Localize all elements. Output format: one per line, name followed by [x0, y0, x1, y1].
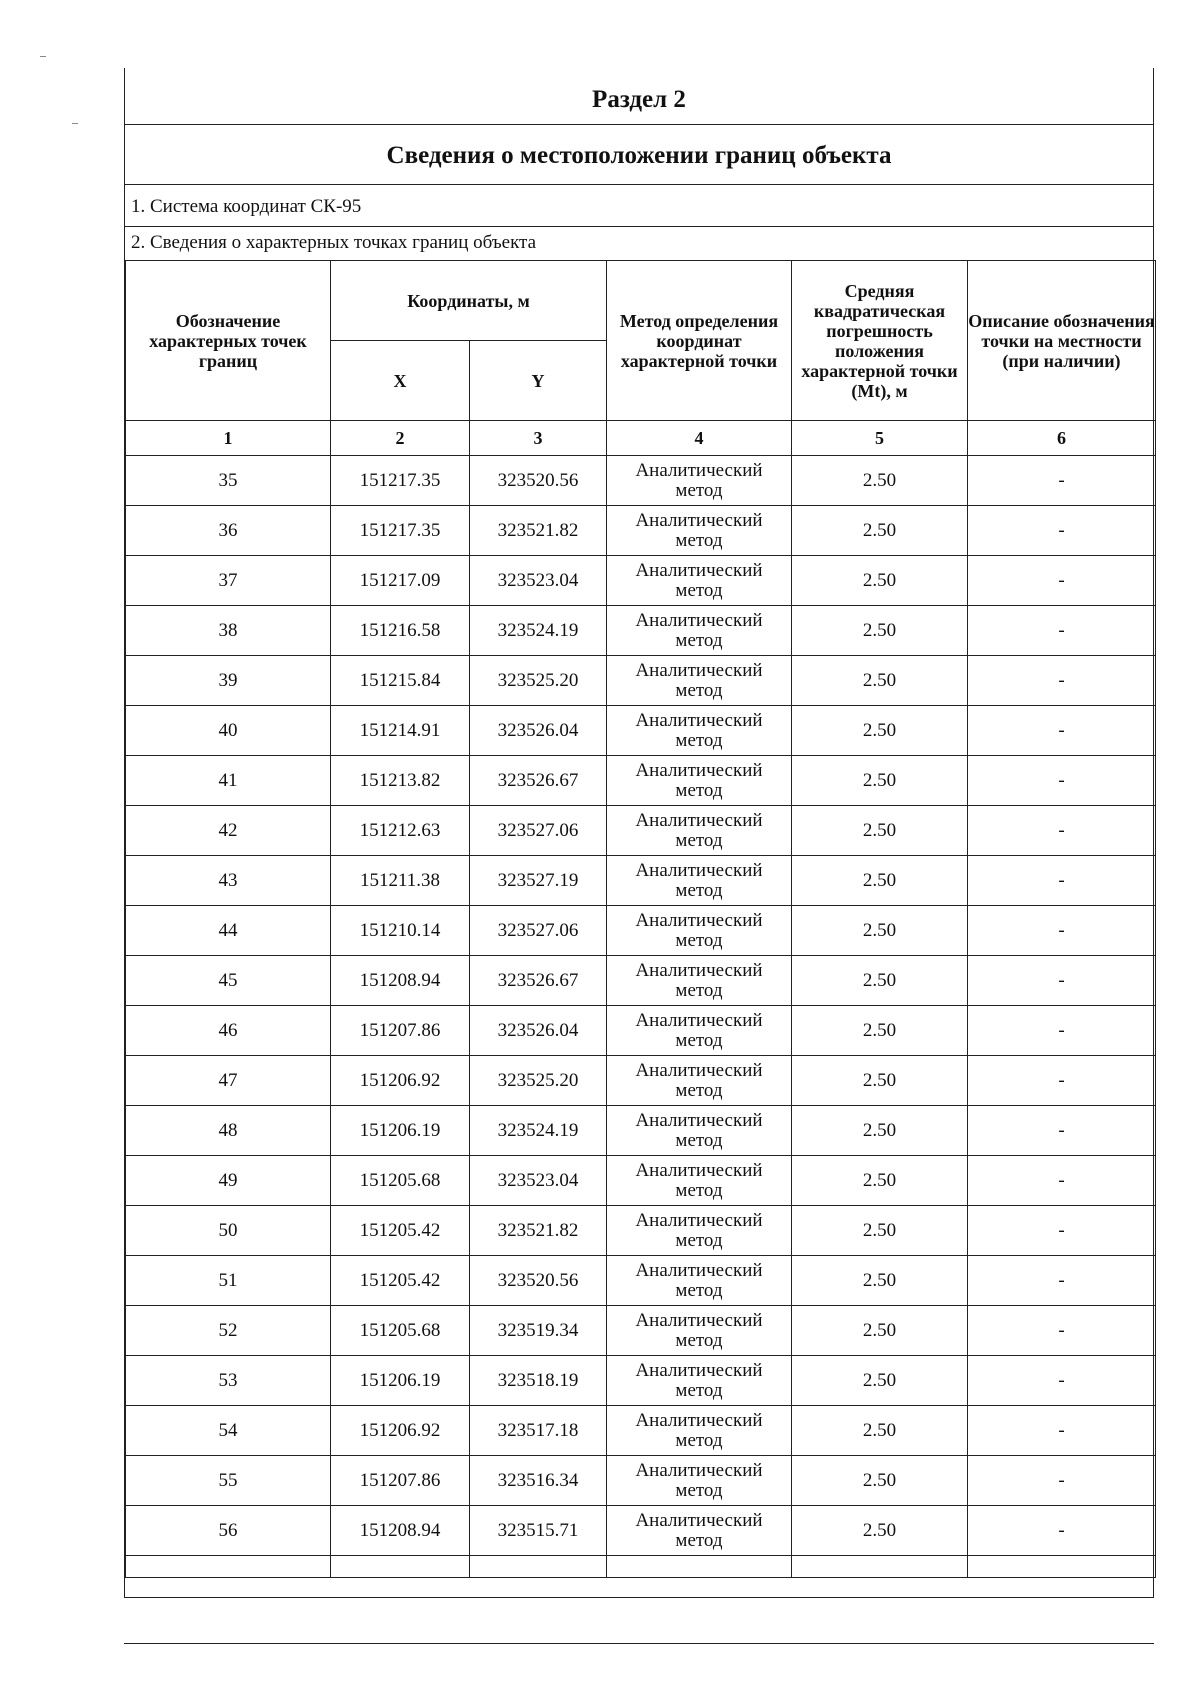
method-line: Аналитический [635, 1359, 763, 1381]
y-coordinate: 323519.34 [470, 1306, 607, 1356]
y-coordinate: 323527.06 [470, 806, 607, 856]
column-number: 1 [126, 421, 331, 456]
x-coordinate: 151211.38 [331, 856, 470, 906]
x-coordinate: 151208.94 [331, 1506, 470, 1556]
method-line: метод [675, 929, 723, 951]
method-line: метод [675, 729, 723, 751]
description-value: - [968, 1156, 1156, 1206]
column-number: 6 [968, 421, 1156, 456]
point-number: 53 [126, 1356, 331, 1406]
error-value: 2.50 [792, 606, 968, 656]
method-line: метод [675, 1229, 723, 1251]
method-value [607, 1256, 792, 1306]
error-value: 2.50 [792, 1306, 968, 1356]
y-coordinate: 323515.71 [470, 1506, 607, 1556]
description-value: - [968, 756, 1156, 806]
method-line: метод [675, 1079, 723, 1101]
method-value [607, 556, 792, 606]
table-row [126, 756, 1156, 806]
x-coordinate: 151217.35 [331, 506, 470, 556]
x-coordinate: 151215.84 [331, 656, 470, 706]
table-row [126, 456, 1156, 506]
method-line: Аналитический [635, 709, 763, 731]
y-coordinate: 323526.04 [470, 1006, 607, 1056]
scan-mark [40, 56, 46, 57]
point-number: 51 [126, 1256, 331, 1306]
description-value: - [968, 1406, 1156, 1456]
y-coordinate: 323520.56 [470, 456, 607, 506]
divider [125, 124, 1153, 125]
error-value: 2.50 [792, 456, 968, 506]
table-row [126, 1156, 1156, 1206]
error-value: 2.50 [792, 706, 968, 756]
method-line: Аналитический [635, 859, 763, 881]
error-value: 2.50 [792, 656, 968, 706]
method-value [607, 1056, 792, 1106]
method-value [607, 1306, 792, 1356]
y-coordinate: 323517.18 [470, 1406, 607, 1456]
method-line: Аналитический [635, 1309, 763, 1331]
header-coordinates: Координаты, м [331, 261, 607, 341]
point-number: 44 [126, 906, 331, 956]
description-value: - [968, 906, 1156, 956]
method-line: Аналитический [635, 509, 763, 531]
error-value: 2.50 [792, 1106, 968, 1156]
method-line: метод [675, 1529, 723, 1551]
description-value: - [968, 656, 1156, 706]
y-coordinate: 323526.67 [470, 756, 607, 806]
header-error: Средняя квадратическая погрешность положения характерной точки (Mt), м [792, 261, 968, 421]
document-frame [124, 68, 1154, 1598]
description-value: - [968, 1506, 1156, 1556]
x-coordinate: 151205.42 [331, 1206, 470, 1256]
error-value: 2.50 [792, 506, 968, 556]
method-value [607, 1456, 792, 1506]
table-row [126, 1206, 1156, 1256]
table-row [126, 1406, 1156, 1456]
method-line: Аналитический [635, 1409, 763, 1431]
point-number: 48 [126, 1106, 331, 1156]
x-coordinate: 151207.86 [331, 1006, 470, 1056]
y-coordinate: 323526.67 [470, 956, 607, 1006]
description-value: - [968, 1356, 1156, 1406]
y-coordinate: 323521.82 [470, 1206, 607, 1256]
column-number: 4 [607, 421, 792, 456]
method-line: Аналитический [635, 1509, 763, 1531]
y-coordinate: 323521.82 [470, 506, 607, 556]
table-row [126, 556, 1156, 606]
method-line: Аналитический [635, 759, 763, 781]
method-line: Аналитический [635, 1109, 763, 1131]
y-coordinate: 323516.34 [470, 1456, 607, 1506]
point-number: 54 [126, 1406, 331, 1456]
error-value: 2.50 [792, 756, 968, 806]
error-value: 2.50 [792, 1506, 968, 1556]
method-value [607, 656, 792, 706]
x-coordinate: 151213.82 [331, 756, 470, 806]
method-line: Аналитический [635, 1159, 763, 1181]
method-line: метод [675, 1279, 723, 1301]
point-number: 50 [126, 1206, 331, 1256]
points-heading: 2. Сведения о характерных точках границ объекта [131, 232, 537, 253]
method-line: Аналитический [635, 659, 763, 681]
coordinate-system: 1. Система координат СК-95 [131, 196, 362, 217]
x-coordinate: 151206.92 [331, 1406, 470, 1456]
point-number: 43 [126, 856, 331, 906]
method-line: метод [675, 1179, 723, 1201]
method-value [607, 806, 792, 856]
x-coordinate: 151217.09 [331, 556, 470, 606]
header-y: Y [470, 341, 607, 421]
method-line: метод [675, 1379, 723, 1401]
point-number: 46 [126, 1006, 331, 1056]
point-number: 39 [126, 656, 331, 706]
x-coordinate: 151205.42 [331, 1256, 470, 1306]
description-value: - [968, 806, 1156, 856]
table-row [126, 506, 1156, 556]
table-row [126, 656, 1156, 706]
x-coordinate: 151206.19 [331, 1356, 470, 1406]
column-number: 5 [792, 421, 968, 456]
point-number: 40 [126, 706, 331, 756]
method-line: метод [675, 1329, 723, 1351]
point-number: 52 [126, 1306, 331, 1356]
description-value: - [968, 1256, 1156, 1306]
x-coordinate: 151212.63 [331, 806, 470, 856]
method-value [607, 1206, 792, 1256]
table-row [126, 856, 1156, 906]
method-line: метод [675, 979, 723, 1001]
x-coordinate: 151217.35 [331, 456, 470, 506]
table-row [126, 1106, 1156, 1156]
description-value: - [968, 506, 1156, 556]
method-line: Аналитический [635, 1259, 763, 1281]
method-line: Аналитический [635, 909, 763, 931]
x-coordinate: 151206.19 [331, 1106, 470, 1156]
table-row [126, 1306, 1156, 1356]
table-row [126, 1506, 1156, 1556]
error-value: 2.50 [792, 1356, 968, 1406]
error-value: 2.50 [792, 856, 968, 906]
x-coordinate: 151205.68 [331, 1306, 470, 1356]
method-value [607, 1006, 792, 1056]
y-coordinate: 323524.19 [470, 606, 607, 656]
point-number: 37 [126, 556, 331, 606]
method-line: метод [675, 1429, 723, 1451]
error-value: 2.50 [792, 1206, 968, 1256]
method-value [607, 856, 792, 906]
description-value: - [968, 856, 1156, 906]
point-number: 42 [126, 806, 331, 856]
x-coordinate: 151205.68 [331, 1156, 470, 1206]
method-value [607, 1356, 792, 1406]
method-value [607, 706, 792, 756]
y-coordinate: 323525.20 [470, 1056, 607, 1106]
point-number: 47 [126, 1056, 331, 1106]
header-method: Метод определения координат характерной точки [607, 261, 792, 421]
method-line: Аналитический [635, 959, 763, 981]
method-value [607, 1156, 792, 1206]
method-line: метод [675, 579, 723, 601]
method-line: метод [675, 1129, 723, 1151]
method-line: метод [675, 479, 723, 501]
x-coordinate: 151208.94 [331, 956, 470, 1006]
method-value [607, 606, 792, 656]
error-value: 2.50 [792, 1256, 968, 1306]
point-number: 56 [126, 1506, 331, 1556]
error-value: 2.50 [792, 1406, 968, 1456]
error-value: 2.50 [792, 1456, 968, 1506]
method-line: Аналитический [635, 459, 763, 481]
table-row [126, 1006, 1156, 1056]
table-row [126, 906, 1156, 956]
method-line: Аналитический [635, 559, 763, 581]
method-line: метод [675, 1479, 723, 1501]
point-number: 35 [126, 456, 331, 506]
method-value [607, 1406, 792, 1456]
table-row [126, 1456, 1156, 1506]
section-title: Раздел 2 [592, 86, 686, 113]
error-value: 2.50 [792, 556, 968, 606]
method-line: метод [675, 829, 723, 851]
page-title: Сведения о местоположении границ объекта [386, 142, 892, 169]
header-designation: Обозначение характерных точек границ [126, 261, 331, 421]
method-value [607, 756, 792, 806]
y-coordinate: 323527.06 [470, 906, 607, 956]
footer-rule [124, 1643, 1154, 1644]
error-value: 2.50 [792, 1056, 968, 1106]
table-row [126, 1056, 1156, 1106]
description-value: - [968, 1306, 1156, 1356]
method-line: Аналитический [635, 1459, 763, 1481]
description-value: - [968, 956, 1156, 1006]
description-value: - [968, 1206, 1156, 1256]
y-coordinate: 323523.04 [470, 1156, 607, 1206]
method-line: Аналитический [635, 1209, 763, 1231]
x-coordinate: 151214.91 [331, 706, 470, 756]
error-value: 2.50 [792, 806, 968, 856]
description-value: - [968, 1456, 1156, 1506]
table-row [126, 806, 1156, 856]
description-value: - [968, 706, 1156, 756]
error-value: 2.50 [792, 1156, 968, 1206]
method-line: метод [675, 879, 723, 901]
x-coordinate: 151207.86 [331, 1456, 470, 1506]
point-number: 49 [126, 1156, 331, 1206]
error-value: 2.50 [792, 956, 968, 1006]
y-coordinate: 323523.04 [470, 556, 607, 606]
column-numbers-row [126, 421, 1156, 456]
method-line: метод [675, 679, 723, 701]
method-value [607, 456, 792, 506]
table-row [126, 1256, 1156, 1306]
points-table [125, 260, 1156, 1578]
description-value: - [968, 606, 1156, 656]
y-coordinate: 323527.19 [470, 856, 607, 906]
x-coordinate: 151206.92 [331, 1056, 470, 1106]
divider [125, 226, 1153, 227]
table-row [126, 1356, 1156, 1406]
method-value [607, 1106, 792, 1156]
point-number: 41 [126, 756, 331, 806]
description-value: - [968, 556, 1156, 606]
table-row [126, 606, 1156, 656]
method-value [607, 1506, 792, 1556]
method-line: метод [675, 529, 723, 551]
description-value: - [968, 1106, 1156, 1156]
method-line: метод [675, 779, 723, 801]
y-coordinate: 323524.19 [470, 1106, 607, 1156]
point-number: 38 [126, 606, 331, 656]
method-value [607, 506, 792, 556]
error-value: 2.50 [792, 906, 968, 956]
method-line: Аналитический [635, 1009, 763, 1031]
description-value: - [968, 456, 1156, 506]
table-row [126, 956, 1156, 1006]
y-coordinate: 323518.19 [470, 1356, 607, 1406]
empty-row [126, 1556, 1156, 1578]
divider [125, 184, 1153, 185]
method-line: Аналитический [635, 809, 763, 831]
column-number: 3 [470, 421, 607, 456]
scan-mark [72, 123, 78, 124]
point-number: 36 [126, 506, 331, 556]
x-coordinate: 151216.58 [331, 606, 470, 656]
header-x: X [331, 341, 470, 421]
y-coordinate: 323526.04 [470, 706, 607, 756]
description-value: - [968, 1056, 1156, 1106]
column-number: 2 [331, 421, 470, 456]
description-value: - [968, 1006, 1156, 1056]
point-number: 45 [126, 956, 331, 1006]
method-value [607, 906, 792, 956]
method-line: Аналитический [635, 609, 763, 631]
table-row [126, 706, 1156, 756]
method-line: Аналитический [635, 1059, 763, 1081]
point-number: 55 [126, 1456, 331, 1506]
header-description: Описание обозначения точки на местности (при наличии) [968, 261, 1156, 421]
error-value: 2.50 [792, 1006, 968, 1056]
method-value [607, 956, 792, 1006]
y-coordinate: 323525.20 [470, 656, 607, 706]
method-line: метод [675, 629, 723, 651]
y-coordinate: 323520.56 [470, 1256, 607, 1306]
method-line: метод [675, 1029, 723, 1051]
x-coordinate: 151210.14 [331, 906, 470, 956]
